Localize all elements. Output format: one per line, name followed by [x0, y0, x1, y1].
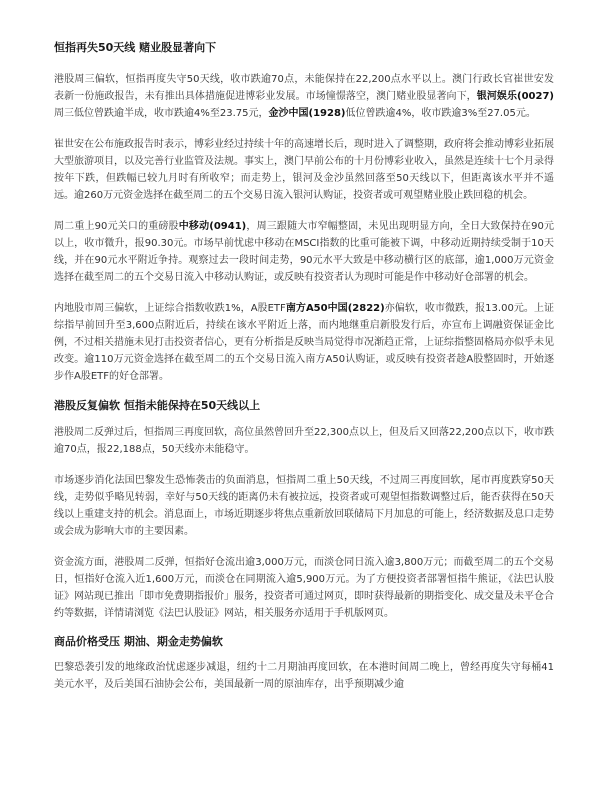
text-run: 亦偏软，收市微跌，报13.00元。上证综指早前回升至3,600点附近后，持续在该水平附近上落，而内地继重启新股发行后，亦宣布上调融资保证金比例，不过相关措施未见打击投资者信心，更有分析指是反映当局觉得市况渐趋正常，上证综指整固格局亦似乎未见改变。逾110万元资金选择在截至周二的五个交易日流入南方A50认购证，或反映有投资者趁A股整固时，开始逐步作A股ETF的好仓部署。 [54, 303, 554, 382]
article-section [54, 40, 554, 385]
body-paragraph [54, 218, 554, 286]
article-section [54, 634, 554, 693]
text-run: 周二重上90元关口的重磅股 [54, 221, 179, 232]
text-run: 内地股市周三偏软，上证综合指数收跌1%，A股ETF [54, 303, 286, 314]
body-paragraph [54, 659, 554, 693]
text-run: 港股周二反弹过后，恒指周三再度回软，高位虽然曾回升至22,300点以上，但及后又回落22,200点以下，收市跌逾70点，报22,188点，50天线亦未能稳守。 [54, 427, 554, 455]
text-run: 周三低位曾跌逾半成，收市跌逾4%至23.75元， [54, 108, 269, 119]
body-paragraph [54, 424, 554, 458]
stock-name-bold: 南方A50中国(2822) [285, 303, 385, 314]
text-run: 资金流方面，港股周二反弹，恒指好仓流出逾3,000万元，而淡仓同日流入逾3,800万元；而截至周二的五个交易日，恒指好仓流入近1,600万元，而淡仓在同期流入逾5,900万元。为了方便投资者部署恒指牛熊证，《法巴认股证》网站现已推出「即市免费期指报价」服务，投资者可通过网页，即时获得最新的期指变化、成交量及未平仓合约等数据，详情请浏览《法巴认股证》网站，相关服务亦适用于手机版网页。 [54, 557, 554, 619]
body-paragraph [54, 300, 554, 385]
article-section [54, 398, 554, 622]
text-run: 港股周三偏软，恒指再度失守50天线，收市跌逾70点，未能保持在22,200点水平以上。澳门行政长官崔世安发表新一份施政报告，未有推出具体措施促进博彩业发展。市场憧憬落空，澳门赌业股显著向下， [54, 74, 554, 102]
stock-name-bold: 中移动(0941) [178, 221, 247, 232]
text-run: 崔世安在公布施政报告时表示，博彩业经过持续十年的高速增长后，现时进入了调整期，政府将会推动博彩业拓展大型旅游项目，以及完善行业监管及法规。事实上，澳门早前公布的十月份博彩业收入，虽然是连续十七个月录得按年下跌，但跌幅已较九月时有所收窄；而走势上，银河及金沙虽然回落至50天线以下，但距离该水平并不遥远。逾260万元资金选择在截至周二的五个交易日流入银河认购证，投资者或可观望赌业股止跌回稳的机会。 [54, 139, 554, 201]
text-run: 巴黎恐袭引发的地缘政治忧虑逐步减退，纽约十二月期油再度回软，在本港时间周二晚上，曾经再度失守每桶41美元水平，及后美国石油协会公布，美国最新一周的原油库存，出乎预期减少逾 [54, 662, 554, 690]
section-heading: 商品价格受压 期油、期金走势偏软 [54, 635, 223, 648]
stock-name-bold: 金沙中国(1928) [268, 108, 346, 119]
text-run: 市场逐步消化法国巴黎发生恐怖袭击的负面消息，恒指周二重上50天线，不过周三再度回软，尾市再度跌穿50天线，走势似乎略见转弱，幸好与50天线的距离仍未有被拉远，投资者或可观望恒指数调整过后，能否获得在50天线以上重建支持的机会。消息面上，市场近期逐步将焦点重新放回联储局下月加息的可能上，经济数据及息口走势或会成为影响大市的主要因素。 [54, 475, 554, 537]
body-paragraph [54, 472, 554, 540]
body-paragraph [54, 136, 554, 204]
body-paragraph [54, 554, 554, 622]
body-paragraph [54, 71, 554, 122]
stock-name-bold: 银河娱乐(0027) [476, 91, 555, 102]
text-run: ，周三跟随大市窄幅整固，未见出现明显方向，全日大致保持在90元以上，收市微升，报90.30元。市场早前忧虑中移动在MSCI指数的比重可能被下调，中移动近期持续受制于10天线，并在90元水平附近争持。观察过去一段时间走势，90元水平大致是中移动横行区的底部，逾1,000万元资金选择在截至周二的五个交易日流入中移动认购证，或反映有投资者认为现时可能是作中移动好仓部署的机会。 [54, 221, 554, 283]
text-run: 低位曾跌逾4%，收市跌逾3%至27.05元。 [345, 108, 536, 119]
section-heading: 恒指再失50天线 赌业股显著向下 [54, 41, 217, 54]
section-heading: 港股反复偏软 恒指未能保持在50天线以上 [54, 399, 261, 412]
